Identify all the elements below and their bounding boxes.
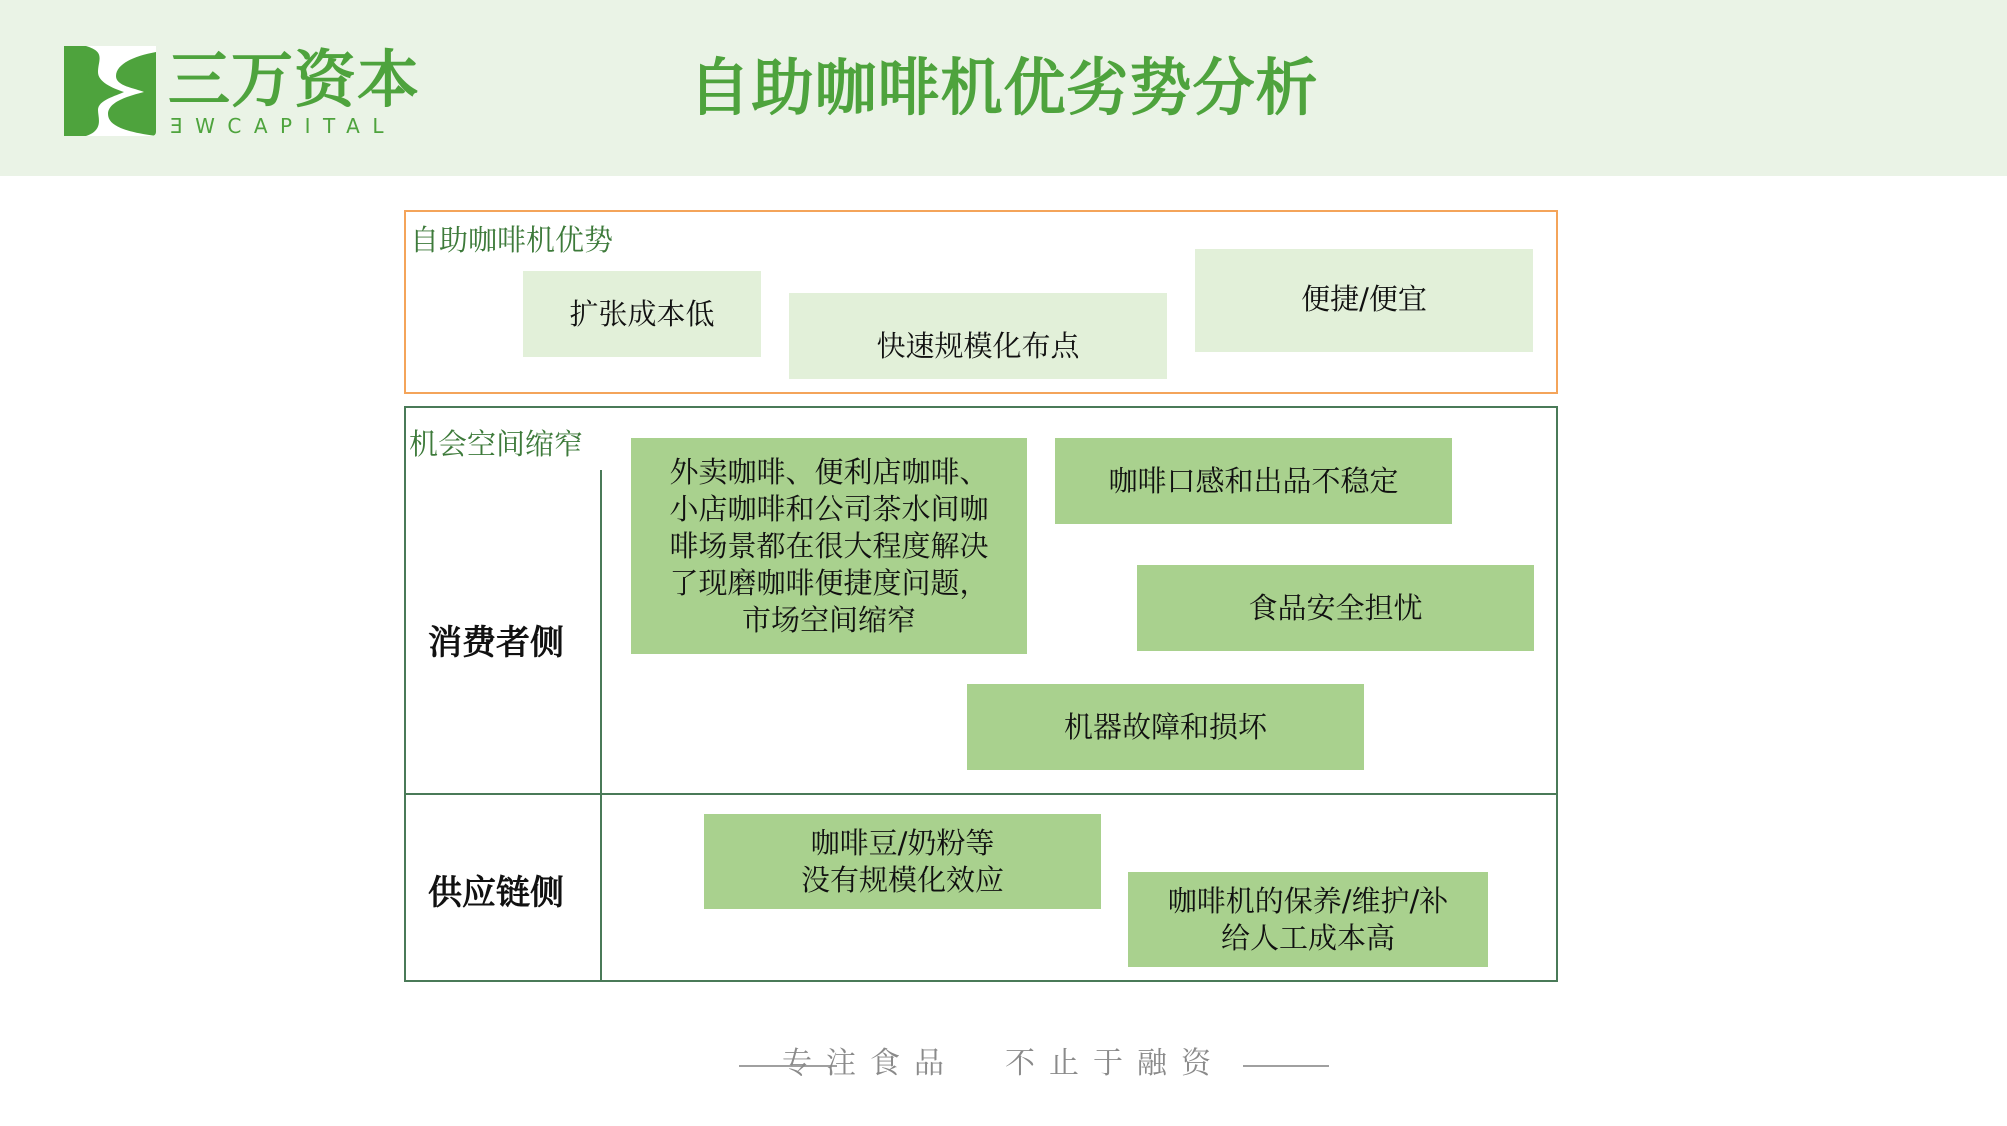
consumer-side-label: 消费者侧 [428, 623, 564, 663]
supply-side-label: 供应链侧 [428, 873, 564, 913]
footer [0, 1040, 2007, 1090]
brand-name-cn: 三万资本 [168, 43, 421, 116]
row-divider-vertical [600, 470, 602, 981]
advantage-card-fast-scaling: 快速规模化布点 [789, 293, 1167, 379]
advantage-card-convenient-cheap: 便捷/便宜 [1195, 249, 1533, 352]
supply-card-maintenance-cost: 咖啡机的保养/维护/补 给人工成本高 [1128, 872, 1488, 967]
consumer-card-machine-failure: 机器故障和损坏 [967, 684, 1364, 770]
footer-slogan: 专注食品 不止于融资 [781, 1046, 1226, 1081]
brand-name-en: ƎWCAPITAL [170, 114, 397, 138]
row-divider-horizontal [405, 793, 1557, 795]
advantages-label: 自助咖啡机优势 [410, 223, 614, 257]
opportunity-label: 机会空间缩窄 [409, 427, 584, 461]
consumer-card-unstable-taste: 咖啡口感和出品不稳定 [1055, 438, 1452, 524]
consumer-card-food-safety: 食品安全担忧 [1137, 565, 1534, 651]
consumer-card-market-narrowing: 外卖咖啡、便利店咖啡、 小店咖啡和公司茶水间咖 啡场景都在很大程度解决 了现磨咖啡便捷度问题， 市场空间缩窄 [631, 438, 1027, 654]
page-title: 自助咖啡机优劣势分析 [688, 51, 1319, 124]
footer-line-right [1243, 1065, 1329, 1067]
supply-card-no-scale-effect: 咖啡豆/奶粉等 没有规模化效应 [704, 814, 1101, 909]
header-band [0, 0, 2007, 176]
advantage-card-low-cost: 扩张成本低 [523, 271, 761, 357]
